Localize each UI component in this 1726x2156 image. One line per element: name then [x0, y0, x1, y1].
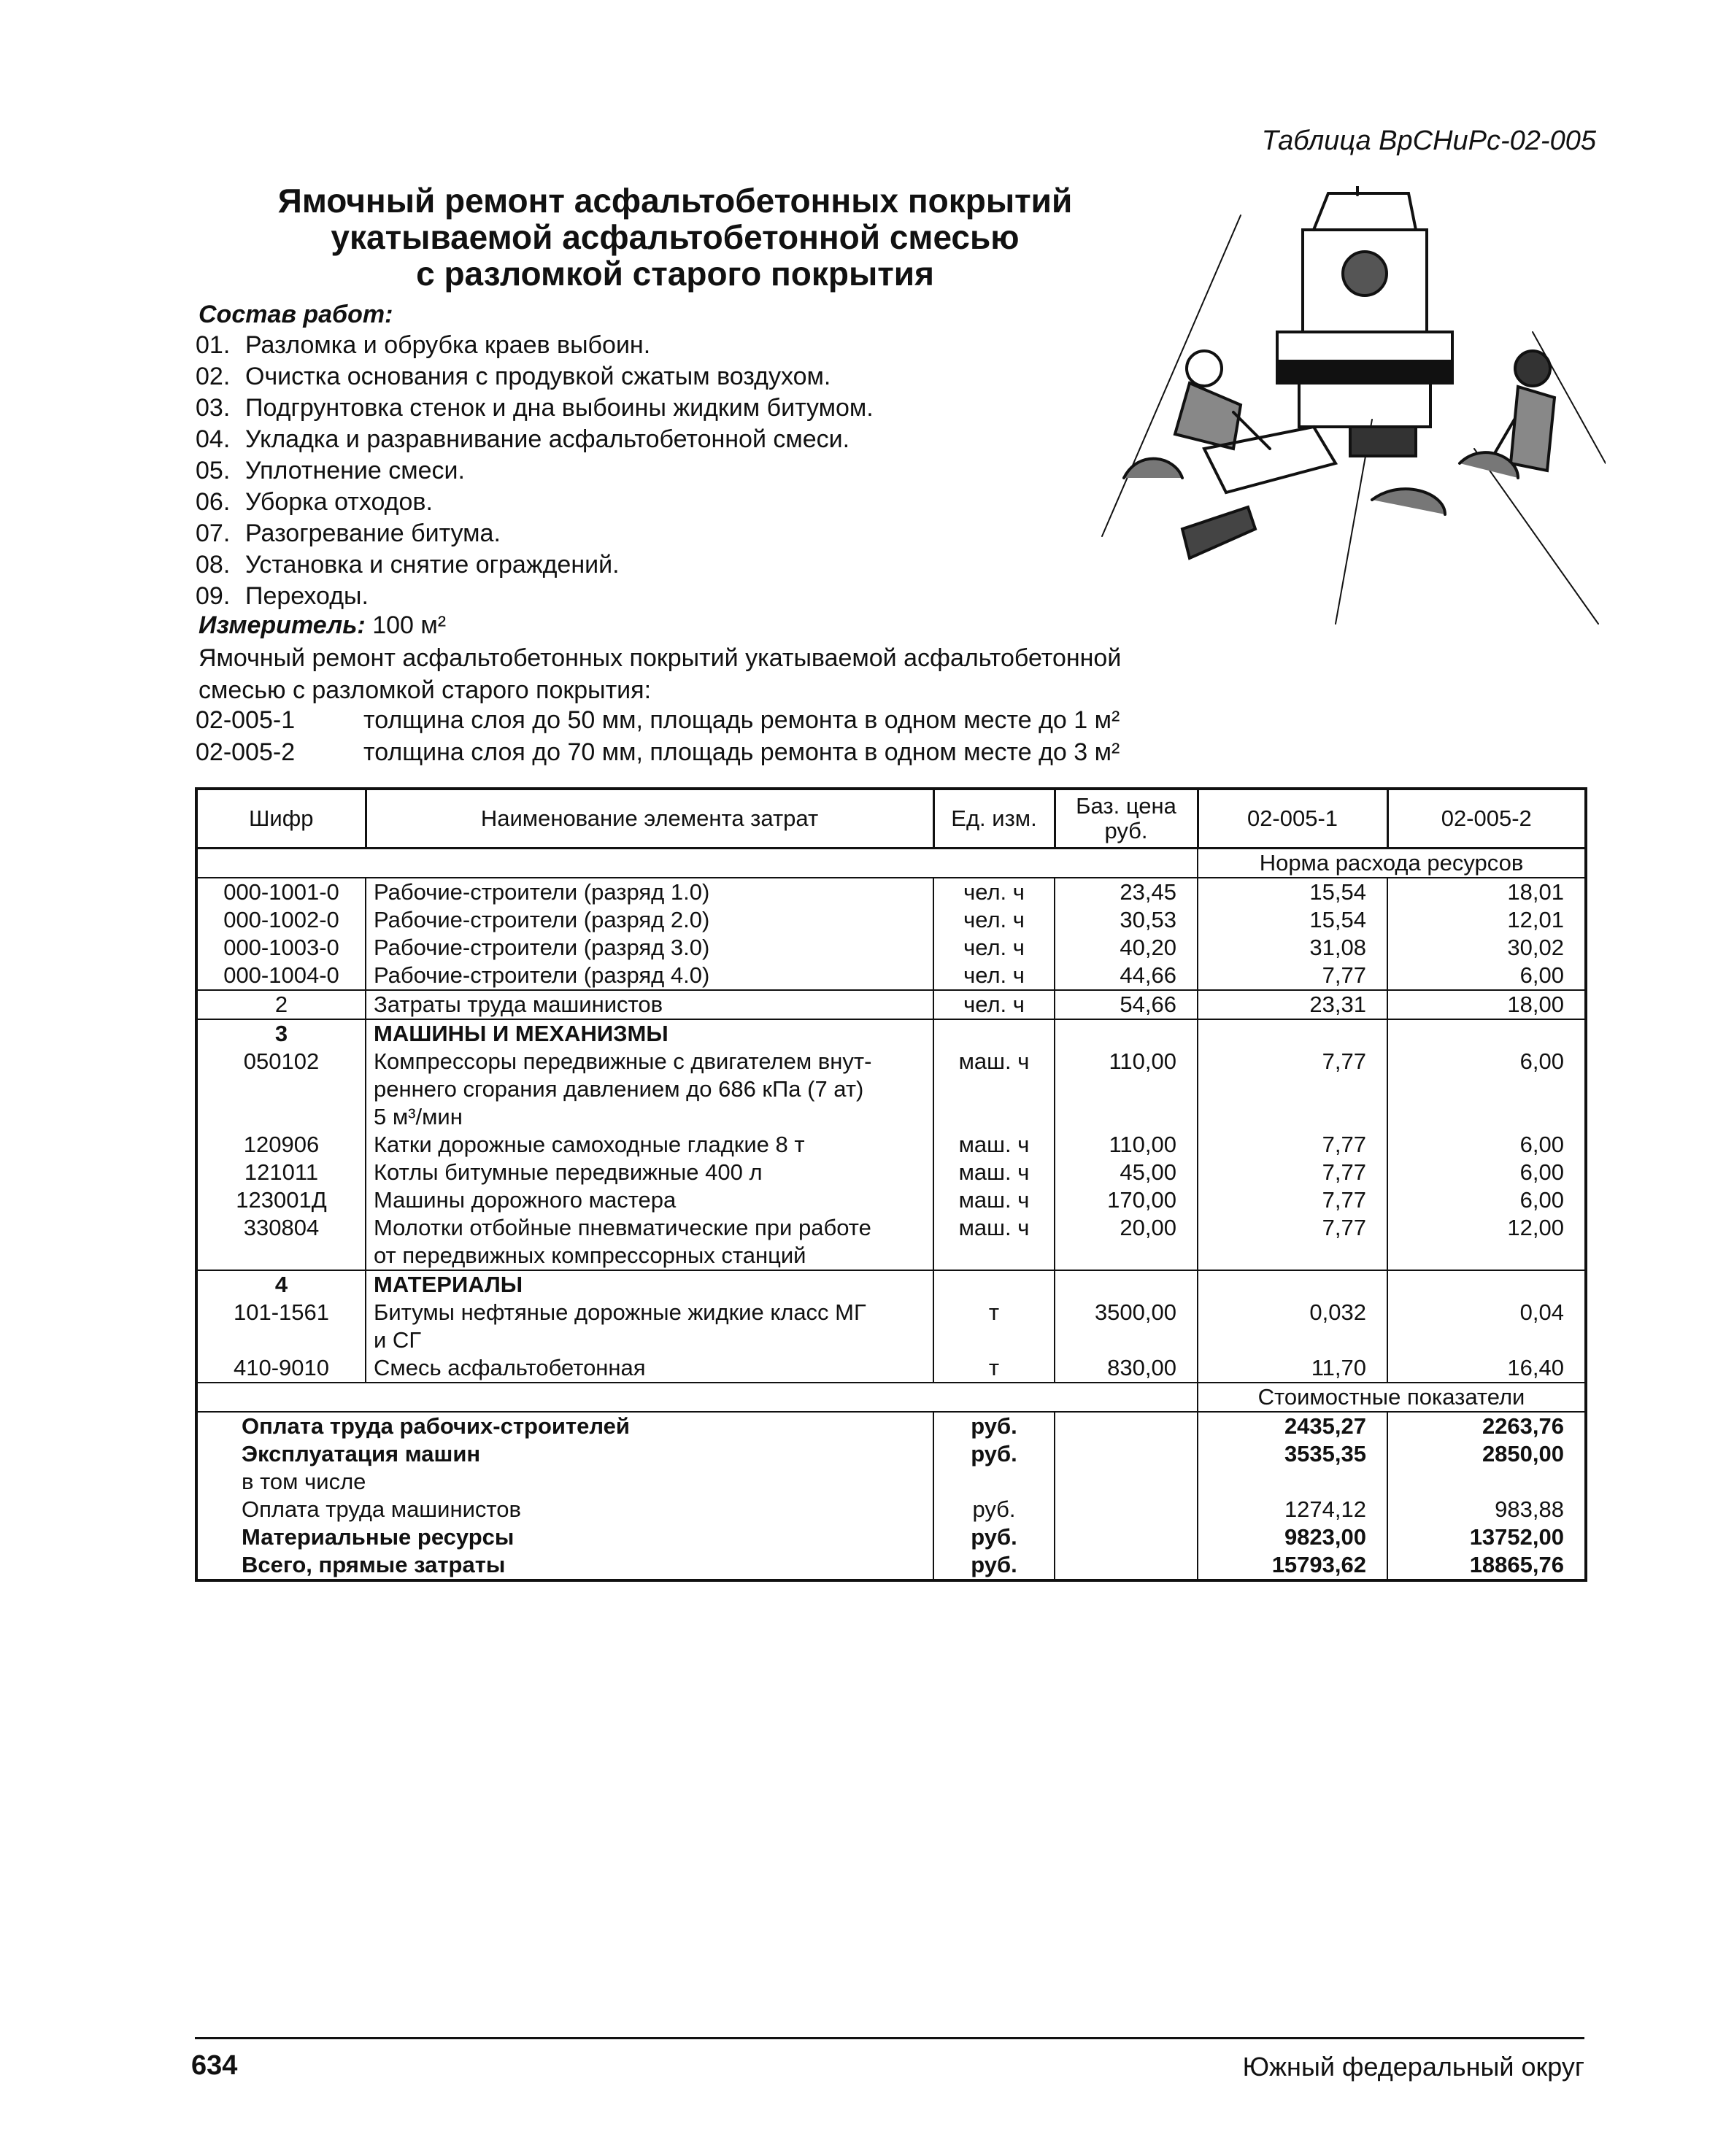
cell-name-line: реннего сгорания давлением до 686 кПа (7 ат) [374, 1076, 864, 1102]
work-text: Установка и снятие ограждений. [245, 551, 620, 579]
header-price: Баз. цена руб. [1055, 789, 1198, 849]
table-row [196, 1186, 1586, 1214]
cell-name-line: Машины дорожного мастера [374, 1187, 677, 1213]
total-unit: руб. [933, 1551, 1055, 1580]
cell-name: Рабочие-строители (разряд 4.0) [366, 962, 933, 990]
cell-price: 170,00 [1055, 1186, 1198, 1214]
cell-name-line: от передвижных компрессорных станций [374, 1243, 806, 1268]
cell-code: 120906 [196, 1131, 366, 1159]
cell-v1: 7,77 [1198, 1048, 1387, 1131]
cell-code: 121011 [196, 1159, 366, 1186]
work-number: 03. [196, 394, 231, 422]
cell-price: 110,00 [1055, 1131, 1198, 1159]
cell-v2: 16,40 [1387, 1354, 1586, 1383]
cell-v1: 31,08 [1198, 934, 1387, 962]
cell-v2: 6,00 [1387, 1048, 1586, 1131]
banner-spacer [196, 1383, 1198, 1412]
variant-text: толщина слоя до 70 мм, площадь ремонта в одном месте до 3 м² [363, 738, 1120, 766]
cell-code: 050102 [196, 1048, 366, 1131]
cell-price: 44,66 [1055, 962, 1198, 990]
work-item [196, 487, 1144, 518]
cell-v1 [1198, 1019, 1387, 1048]
cell-price: 23,45 [1055, 878, 1198, 906]
page-title [219, 182, 1131, 292]
worker-left [1175, 351, 1270, 449]
table-row [196, 1299, 1586, 1354]
total-v1 [1198, 1468, 1387, 1496]
work-text: Разогревание битума. [245, 519, 501, 547]
total-unit [933, 1468, 1055, 1496]
cell-v2: 12,01 [1387, 906, 1586, 934]
cell-v1: 7,77 [1198, 962, 1387, 990]
total-price [1055, 1412, 1198, 1440]
cell-unit: маш. ч [933, 1186, 1055, 1214]
table-section-row [196, 1019, 1586, 1048]
table-row [196, 1214, 1586, 1270]
composition-heading: Состав работ: [199, 301, 393, 328]
work-number: 05. [196, 457, 231, 484]
cell-name-line: и СГ [374, 1327, 422, 1353]
cell-name: Затраты труда машинистов [366, 990, 933, 1019]
measure-value: 100 м² [372, 611, 447, 639]
cell-v2: 18,01 [1387, 878, 1586, 906]
cell-unit: маш. ч [933, 1048, 1055, 1131]
cell-price: 830,00 [1055, 1354, 1198, 1383]
footer-rule [195, 2037, 1584, 2039]
total-name: Всего, прямые затраты [196, 1551, 933, 1580]
cell-unit: маш. ч [933, 1214, 1055, 1270]
table-id: Таблица ВрСНиРс-02-005 [1261, 125, 1596, 156]
cell-v2: 6,00 [1387, 1131, 1586, 1159]
work-text: Укладка и разравнивание асфальтобетонной смеси. [245, 425, 850, 453]
cell-name [366, 1131, 933, 1159]
cell-unit: чел. ч [933, 990, 1055, 1019]
cell-name-line: Катки дорожные самоходные гладкие 8 т [374, 1132, 805, 1157]
cell-code: 000-1002-0 [196, 906, 366, 934]
roller-machine [1277, 186, 1452, 427]
cell-code: 3 [196, 1019, 366, 1048]
cell-code: 000-1004-0 [196, 962, 366, 990]
work-text: Переходы. [245, 582, 369, 610]
table-row [196, 990, 1586, 1019]
cell-name: Рабочие-строители (разряд 3.0) [366, 934, 933, 962]
total-row [196, 1412, 1586, 1440]
work-number: 02. [196, 363, 231, 390]
asphalt-patches [1124, 427, 1518, 558]
header-code: Шифр [196, 789, 366, 849]
work-item [196, 455, 1144, 487]
cell-v1: 11,70 [1198, 1354, 1387, 1383]
total-name: Материальные ресурсы [196, 1523, 933, 1551]
cell-code: 101-1561 [196, 1299, 366, 1354]
total-unit: руб. [933, 1412, 1055, 1440]
cell-code: 000-1001-0 [196, 878, 366, 906]
description: Ямочный ремонт асфальтобетонных покрытий укатываемой асфальтобетонной смесью с разломкой старого покрытия: [199, 644, 1122, 704]
header-unit: Ед. изм. [933, 789, 1055, 849]
total-v2: 13752,00 [1387, 1523, 1586, 1551]
cell-name [366, 1354, 933, 1383]
cell-unit: т [933, 1299, 1055, 1354]
work-number: 08. [196, 551, 231, 579]
measure [199, 611, 446, 640]
title-line: Ямочный ремонт асфальтобетонных покрытий [277, 182, 1073, 220]
total-price [1055, 1468, 1198, 1496]
total-v2: 2850,00 [1387, 1440, 1586, 1468]
cell-name-line: Котлы битумные передвижные 400 л [374, 1159, 763, 1185]
cell-unit: т [933, 1354, 1055, 1383]
total-v2: 2263,76 [1387, 1412, 1586, 1440]
resource-table [195, 787, 1584, 1582]
total-v2: 18865,76 [1387, 1551, 1586, 1580]
cell-name [366, 1159, 933, 1186]
cell-v1 [1198, 1270, 1387, 1299]
table-header-row [196, 789, 1586, 849]
total-v1: 3535,35 [1198, 1440, 1387, 1468]
footer-region: Южный федеральный округ [1242, 2052, 1584, 2082]
banner-label: Стоимостные показатели [1198, 1383, 1586, 1412]
cell-v2: 30,02 [1387, 934, 1586, 962]
cell-unit: чел. ч [933, 906, 1055, 934]
cell-v2: 0,04 [1387, 1299, 1586, 1354]
table-banner-row [196, 1383, 1586, 1412]
work-item [196, 424, 1144, 455]
cell-price [1055, 1019, 1198, 1048]
measure-label: Измеритель: [199, 611, 366, 639]
cell-v1: 15,54 [1198, 878, 1387, 906]
cell-name-line: Компрессоры передвижные с двигателем внут- [374, 1048, 872, 1074]
cell-v2: 6,00 [1387, 1159, 1586, 1186]
total-price [1055, 1523, 1198, 1551]
total-price [1055, 1496, 1198, 1523]
table-row [196, 1048, 1586, 1131]
cell-v1: 0,032 [1198, 1299, 1387, 1354]
title-line: с разломкой старого покрытия [416, 255, 934, 293]
table-row [196, 1354, 1586, 1383]
total-name: Оплата труда рабочих-строителей [196, 1412, 933, 1440]
total-v1: 9823,00 [1198, 1523, 1387, 1551]
cell-v2 [1387, 1019, 1586, 1048]
section-title: МАТЕРИАЛЫ [366, 1270, 933, 1299]
work-item [196, 518, 1144, 549]
variant-text: толщина слоя до 50 мм, площадь ремонта в одном месте до 1 м² [363, 706, 1120, 734]
cell-name: Рабочие-строители (разряд 2.0) [366, 906, 933, 934]
cell-code: 2 [196, 990, 366, 1019]
cell-v1: 15,54 [1198, 906, 1387, 934]
cell-price: 20,00 [1055, 1214, 1198, 1270]
total-name: в том числе [196, 1468, 933, 1496]
table-row [196, 906, 1586, 934]
header-v1: 02-005-1 [1198, 789, 1387, 849]
cell-name [366, 1048, 933, 1131]
total-v1: 2435,27 [1198, 1412, 1387, 1440]
total-v1: 1274,12 [1198, 1496, 1387, 1523]
cell-v1: 7,77 [1198, 1214, 1387, 1270]
work-text: Уборка отходов. [245, 488, 433, 516]
cell-name-line: 5 м³/мин [374, 1104, 463, 1129]
cell-name-line: Битумы нефтяные дорожные жидкие класс МГ [374, 1299, 866, 1325]
cell-unit [933, 1019, 1055, 1048]
page-number: 634 [191, 2050, 238, 2081]
cell-price: 30,53 [1055, 906, 1198, 934]
total-row [196, 1551, 1586, 1580]
cell-price: 54,66 [1055, 990, 1198, 1019]
variant-item [196, 704, 1120, 736]
variant-code: 02-005-2 [196, 738, 296, 766]
cell-name: Рабочие-строители (разряд 1.0) [366, 878, 933, 906]
banner-label: Норма расхода ресурсов [1198, 849, 1586, 878]
variant-code: 02-005-1 [196, 706, 296, 734]
cell-unit: чел. ч [933, 878, 1055, 906]
cell-code: 4 [196, 1270, 366, 1299]
cell-name [366, 1186, 933, 1214]
total-unit: руб. [933, 1496, 1055, 1523]
work-item [196, 361, 1144, 393]
cell-v2: 6,00 [1387, 962, 1586, 990]
work-text: Очистка основания с продувкой сжатым воздухом. [245, 363, 831, 390]
variant-item [196, 736, 1120, 768]
cell-price: 40,20 [1055, 934, 1198, 962]
total-unit: руб. [933, 1440, 1055, 1468]
work-text: Подгрунтовка стенок и дна выбоины жидким битумом. [245, 394, 874, 422]
total-v1: 15793,62 [1198, 1551, 1387, 1580]
cell-name [366, 1214, 933, 1270]
cell-name [366, 1299, 933, 1354]
work-item [196, 549, 1144, 581]
works-list [196, 330, 1144, 612]
total-name: Оплата труда машинистов [196, 1496, 933, 1523]
cell-v2 [1387, 1270, 1586, 1299]
work-number: 01. [196, 331, 231, 359]
table-row [196, 934, 1586, 962]
cell-code: 000-1003-0 [196, 934, 366, 962]
cell-code: 410-9010 [196, 1354, 366, 1383]
total-row [196, 1440, 1586, 1468]
table-row [196, 878, 1586, 906]
worker-right [1489, 351, 1554, 471]
work-text: Уплотнение смеси. [245, 457, 465, 484]
header-v2: 02-005-2 [1387, 789, 1586, 849]
total-v2: 983,88 [1387, 1496, 1586, 1523]
table-banner-row [196, 849, 1586, 878]
work-number: 04. [196, 425, 231, 453]
work-item [196, 581, 1144, 612]
total-price [1055, 1440, 1198, 1468]
table-section-row [196, 1270, 1586, 1299]
total-row [196, 1523, 1586, 1551]
cell-v2: 6,00 [1387, 1186, 1586, 1214]
section-title: МАШИНЫ И МЕХАНИЗМЫ [366, 1019, 933, 1048]
cell-code: 123001Д [196, 1186, 366, 1214]
cell-name-line: Смесь асфальтобетонная [374, 1355, 646, 1380]
banner-spacer [196, 849, 1198, 878]
total-row [196, 1496, 1586, 1523]
cell-unit: маш. ч [933, 1159, 1055, 1186]
cell-v1: 7,77 [1198, 1159, 1387, 1186]
cell-v1: 7,77 [1198, 1186, 1387, 1214]
table-row [196, 962, 1586, 990]
total-name: Эксплуатация машин [196, 1440, 933, 1468]
title-line: укатываемой асфальтобетонной смесью [331, 218, 1020, 256]
work-item [196, 330, 1144, 361]
cell-v2: 18,00 [1387, 990, 1586, 1019]
cell-price [1055, 1270, 1198, 1299]
cell-unit: чел. ч [933, 962, 1055, 990]
variants-list [196, 704, 1120, 768]
work-text: Разломка и обрубка краев выбоин. [245, 331, 651, 359]
total-price [1055, 1551, 1198, 1580]
total-unit: руб. [933, 1523, 1055, 1551]
cell-price: 45,00 [1055, 1159, 1198, 1186]
cell-v2: 12,00 [1387, 1214, 1586, 1270]
work-number: 06. [196, 488, 231, 516]
cell-unit: чел. ч [933, 934, 1055, 962]
cell-price: 110,00 [1055, 1048, 1198, 1131]
cell-name-line: Молотки отбойные пневматические при работе [374, 1215, 871, 1240]
table-row [196, 1131, 1586, 1159]
cell-unit [933, 1270, 1055, 1299]
table-row [196, 1159, 1586, 1186]
work-number: 07. [196, 519, 231, 547]
cell-v1: 23,31 [1198, 990, 1387, 1019]
cell-v1: 7,77 [1198, 1131, 1387, 1159]
road-repair-illustration [1095, 186, 1606, 638]
work-item [196, 393, 1144, 424]
header-name: Наименование элемента затрат [366, 789, 933, 849]
total-v2 [1387, 1468, 1586, 1496]
cell-code: 330804 [196, 1214, 366, 1270]
total-row [196, 1468, 1586, 1496]
work-number: 09. [196, 582, 231, 610]
cell-unit: маш. ч [933, 1131, 1055, 1159]
cell-price: 3500,00 [1055, 1299, 1198, 1354]
